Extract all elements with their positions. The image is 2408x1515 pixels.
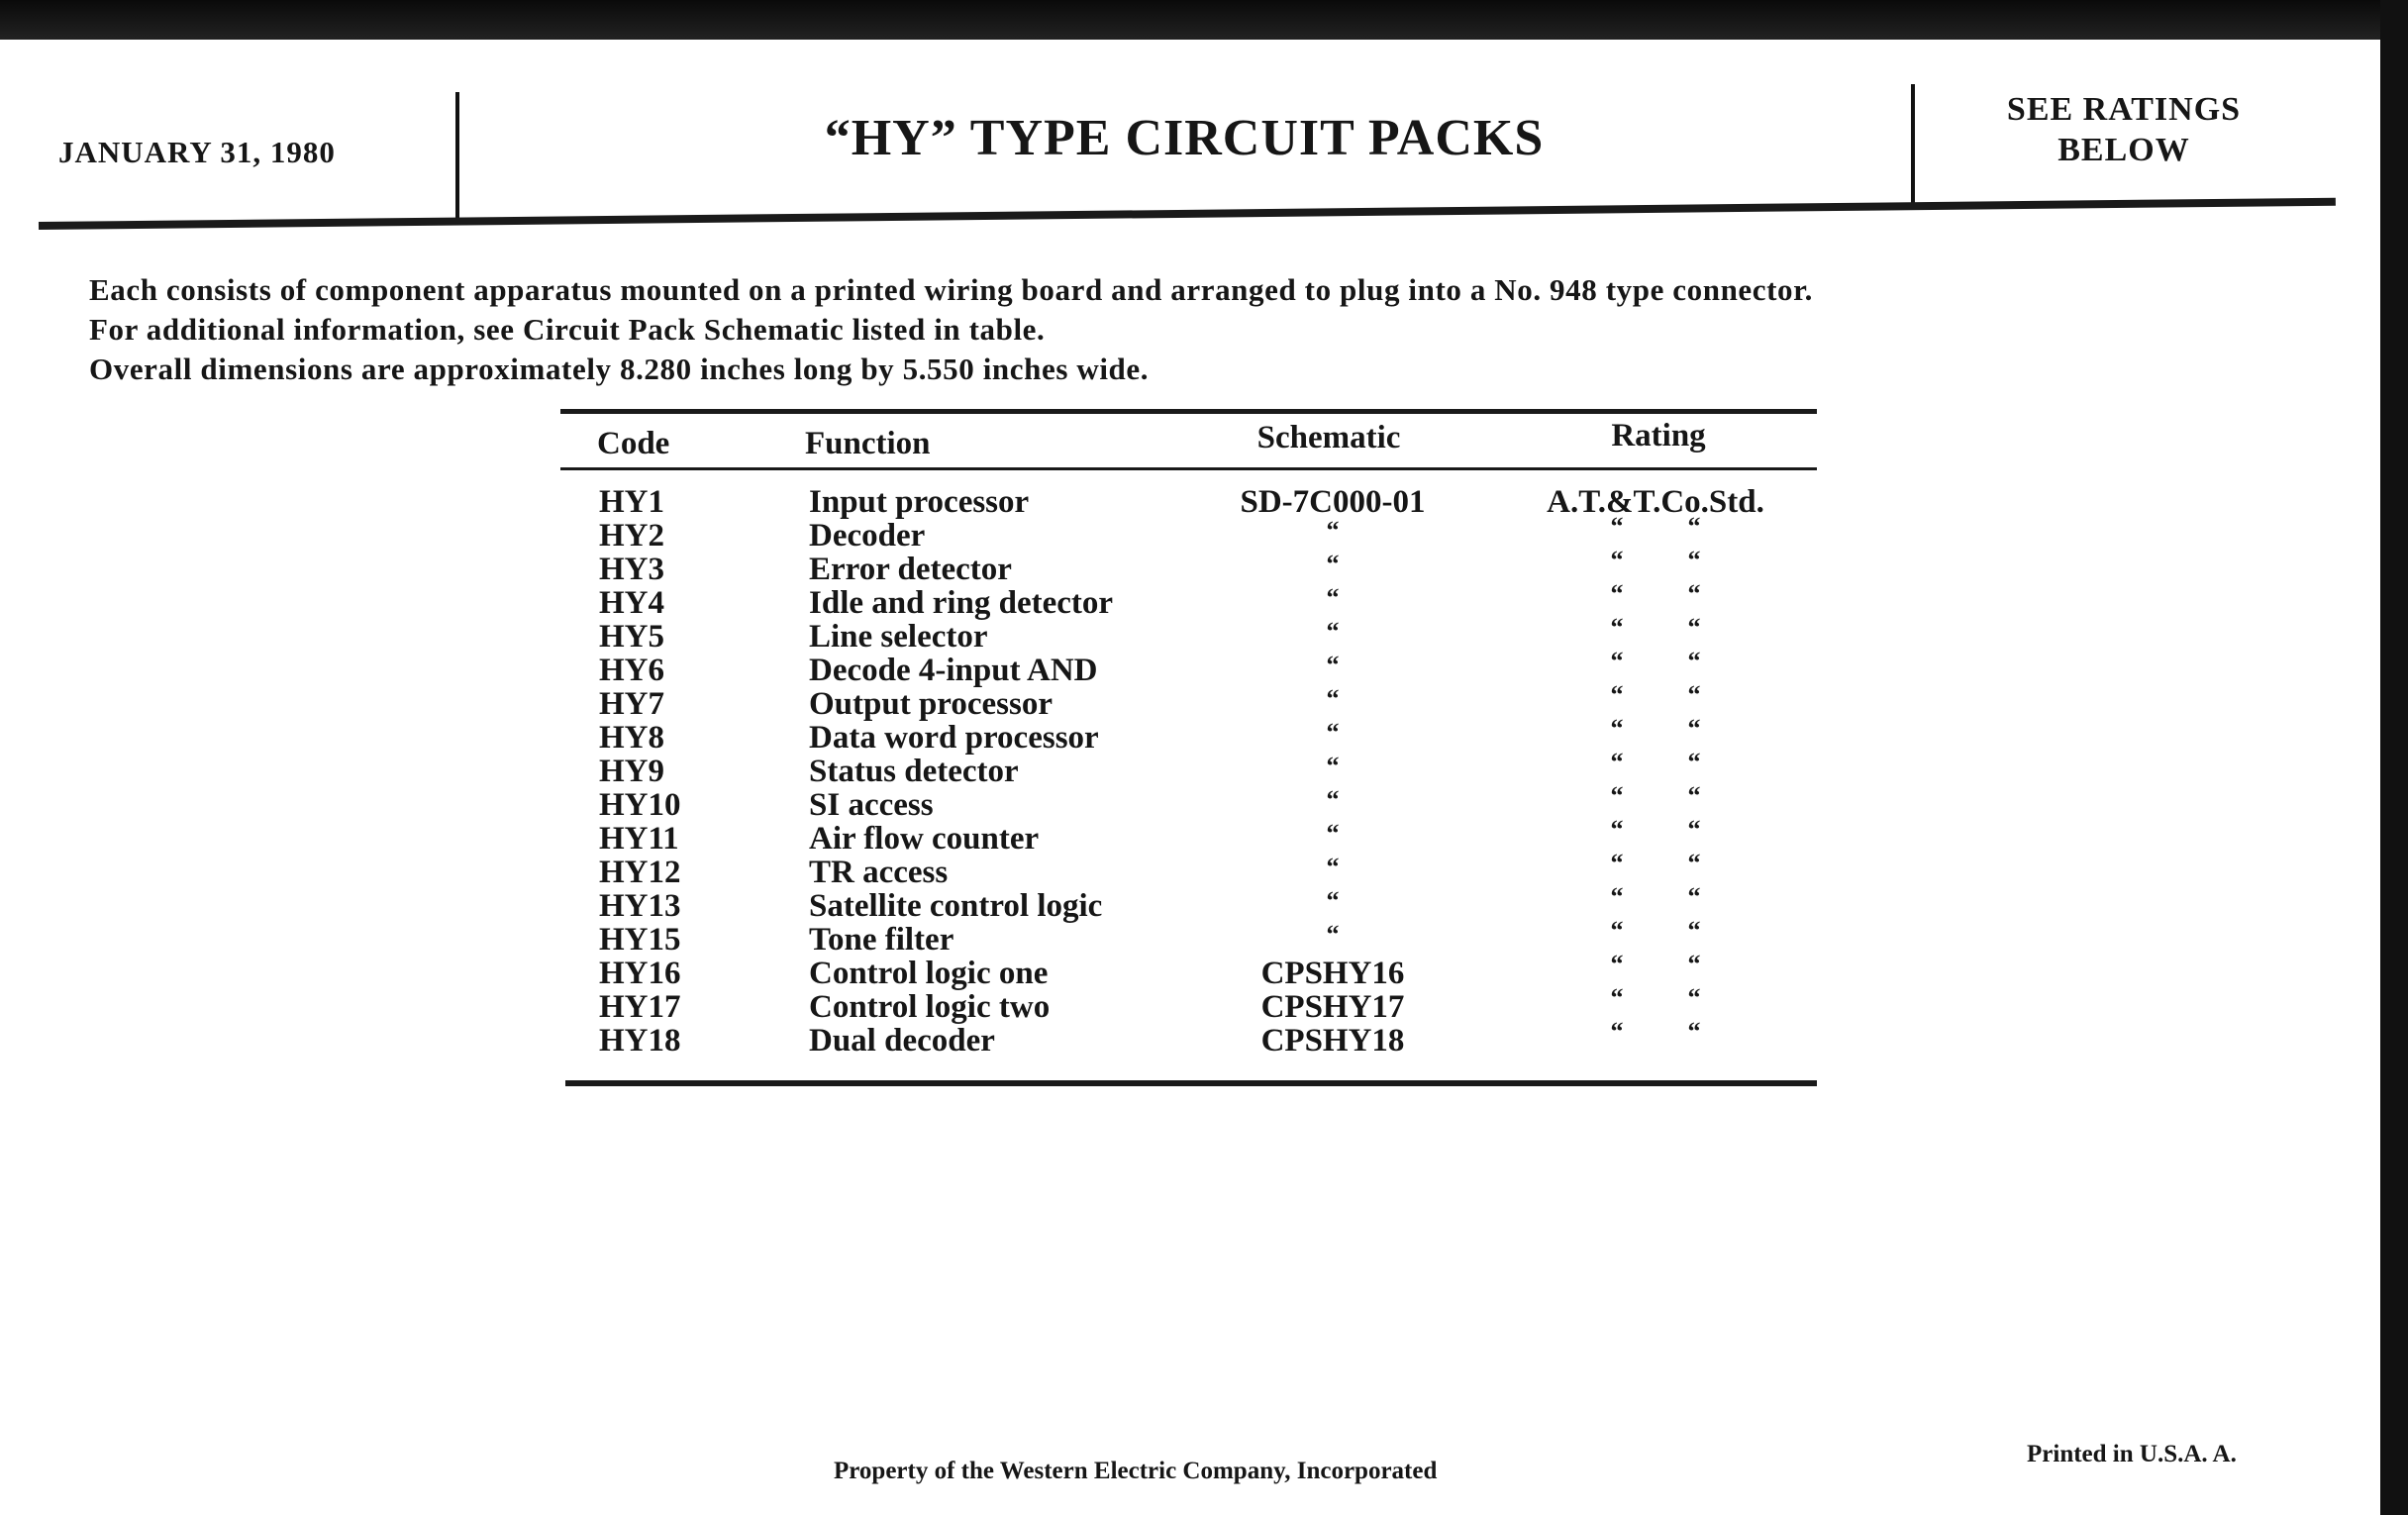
row-rating: “ “ <box>1610 546 1701 574</box>
row-rating: “ “ <box>1610 882 1701 911</box>
intro-line-2: For additional information, see Circuit Pack Schematic listed in table. <box>89 312 1046 347</box>
property-notice: Property of the Western Electric Company, Incorporated <box>834 1458 1438 1484</box>
row-function: Data word processor <box>809 720 1099 756</box>
row-schematic: CPSHY17 <box>1260 989 1405 1025</box>
row-function: Air flow counter <box>809 821 1040 857</box>
row-code: HY16 <box>599 956 681 991</box>
row-schematic: “ <box>1326 785 1340 814</box>
row-rating: “ “ <box>1610 815 1701 844</box>
row-code: HY8 <box>599 720 664 756</box>
row-rating: “ “ <box>1610 714 1701 743</box>
row-code: HY11 <box>599 821 679 857</box>
scan-border-right <box>2380 0 2408 1515</box>
column-header-schematic: Schematic <box>1256 420 1401 455</box>
row-rating: “ “ <box>1610 983 1701 1012</box>
row-code: HY2 <box>599 518 664 554</box>
row-schematic: “ <box>1326 550 1340 578</box>
row-function: Satellite control logic <box>809 888 1103 924</box>
ratings-note <box>1916 89 2332 170</box>
row-schematic: “ <box>1326 651 1340 679</box>
row-rating: “ “ <box>1610 579 1701 608</box>
row-function: Control logic one <box>809 956 1049 991</box>
row-rating: “ “ <box>1610 647 1701 675</box>
row-function: Tone filter <box>809 922 954 958</box>
row-function: Idle and ring detector <box>809 585 1114 621</box>
row-rating: “ “ <box>1610 613 1701 642</box>
row-code: HY10 <box>599 787 681 823</box>
row-code: HY5 <box>599 619 664 655</box>
intro-line-1: Each consists of component apparatus mounted on a printed wiring board and arranged to plug into a No. 948 type connector. <box>89 272 1814 307</box>
row-rating: “ “ <box>1610 680 1701 709</box>
row-schematic: “ <box>1326 886 1340 915</box>
row-code: HY18 <box>599 1023 681 1059</box>
row-schematic: “ <box>1326 684 1340 713</box>
header-divider-right <box>1911 84 1915 209</box>
row-code: HY15 <box>599 922 681 958</box>
row-rating: “ “ <box>1610 950 1701 978</box>
document-date: JANUARY 31, 1980 <box>58 135 336 169</box>
row-function: Output processor <box>809 686 1053 722</box>
row-schematic: “ <box>1326 752 1340 780</box>
row-code: HY9 <box>599 754 664 789</box>
row-schematic: “ <box>1326 853 1340 881</box>
row-rating: A.T.&T.Co.Std. <box>1547 484 1764 520</box>
table-bottom-rule <box>565 1080 1817 1086</box>
row-function: Decode 4-input AND <box>809 653 1098 688</box>
row-rating: “ “ <box>1610 781 1701 810</box>
row-code: HY3 <box>599 552 664 587</box>
row-schematic: “ <box>1326 920 1340 949</box>
column-header-code: Code <box>597 426 670 461</box>
printed-notice: Printed in U.S.A. A. <box>2027 1441 2237 1467</box>
row-code: HY17 <box>599 989 681 1025</box>
row-schematic: “ <box>1326 819 1340 848</box>
row-function: TR access <box>809 855 949 890</box>
row-code: HY4 <box>599 585 664 621</box>
row-schematic: CPSHY18 <box>1260 1023 1405 1059</box>
row-code: HY7 <box>599 686 664 722</box>
row-code: HY12 <box>599 855 681 890</box>
row-schematic: “ <box>1326 718 1340 747</box>
page-title: “HY” TYPE CIRCUIT PACKS <box>824 110 1545 166</box>
column-header-rating: Rating <box>1611 418 1706 454</box>
row-schematic: CPSHY16 <box>1260 956 1405 991</box>
row-code: HY1 <box>599 484 664 520</box>
row-rating: “ “ <box>1610 748 1701 776</box>
row-function: Line selector <box>809 619 988 655</box>
row-function: Dual decoder <box>809 1023 995 1059</box>
ratings-note-line2: BELOW <box>2057 132 2190 168</box>
table-top-rule <box>560 409 1817 414</box>
row-schematic: “ <box>1326 516 1340 545</box>
scan-border-top <box>0 0 2408 40</box>
row-function: SI access <box>809 787 934 823</box>
row-schematic: SD-7C000-01 <box>1240 484 1426 520</box>
row-schematic: “ <box>1326 583 1340 612</box>
column-header-function: Function <box>805 426 931 461</box>
table-header-rule <box>560 467 1817 470</box>
row-code: HY13 <box>599 888 681 924</box>
row-rating: “ “ <box>1610 1017 1701 1046</box>
row-function: Control logic two <box>809 989 1051 1025</box>
row-schematic: “ <box>1326 617 1340 646</box>
header-rule <box>39 198 2336 230</box>
row-function: Decoder <box>809 518 926 554</box>
row-code: HY6 <box>599 653 664 688</box>
row-rating: “ “ <box>1610 512 1701 541</box>
ratings-note-line1: SEE RATINGS <box>2006 91 2242 128</box>
intro-line-3: Overall dimensions are approximately 8.280 inches long by 5.550 inches wide. <box>89 352 1150 386</box>
row-rating: “ “ <box>1610 916 1701 945</box>
row-rating: “ “ <box>1610 849 1701 877</box>
row-function: Error detector <box>809 552 1012 587</box>
row-function: Status detector <box>809 754 1019 789</box>
row-function: Input processor <box>809 484 1030 520</box>
